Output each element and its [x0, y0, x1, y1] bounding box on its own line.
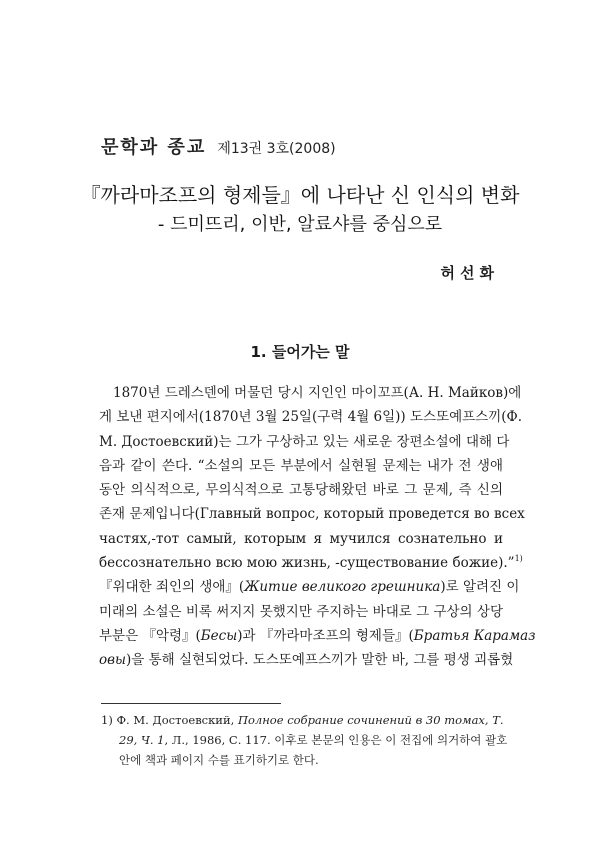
body-line-text: 『위대한 죄인의 생애』( [99, 579, 245, 596]
body-line: 게 보낸 편지에서(1870년 3월 25일(구력 4월 6일)) 도스또예프스끼(Ф. [99, 409, 523, 426]
footnote-marker: 1) [514, 554, 523, 564]
body-line-text: )로 알려진 이 [440, 579, 520, 596]
footnote-text: , Л., 1986, С. 117. 이후로 본문의 인용은 이 전집에 의거하여 괄호 [164, 733, 508, 747]
footnote-italic: Полное собрание сочинений в 30 томах, Т. [237, 713, 504, 727]
body-line-text: 부분은 『악령』( [99, 627, 201, 644]
body-text [99, 381, 536, 673]
footnote-line [101, 710, 504, 730]
body-line-text: )과 『까라마조프의 형제들』( [237, 627, 414, 644]
italic-title: овы [99, 652, 126, 669]
body-line: 존재 문제입니다(Главный вопрос, который проведется во всех [99, 506, 525, 523]
journal-header [101, 133, 336, 159]
footnote-italic: 29, Ч. 1 [119, 733, 165, 747]
body-line: 동안 의식적으로, 무의식적으로 고통당해왔던 바로 그 문제, 즉 신의 [99, 482, 503, 499]
body-line [99, 648, 514, 672]
footnote-divider [101, 703, 281, 704]
body-line [99, 551, 523, 575]
footnote-text: 1) Ф. М. Достоевский, [101, 713, 238, 727]
body-line-text: )을 통해 실현되었다. 도스또예프스끼가 말한 바, 그를 평생 괴롭혔 [125, 652, 514, 669]
body-line: частях,-тот самый, которым я мучился сознательно и [99, 530, 503, 547]
footnote [101, 710, 508, 770]
italic-title: Житие великого грешника [244, 579, 441, 596]
body-line: 음과 같이 쓴다. “소설의 모든 부분에서 실현될 문제는 내가 전 생애 [99, 457, 503, 474]
italic-title: Братья Карамаз [413, 627, 536, 644]
footnote-line [101, 730, 508, 750]
author-name: 허선화 [440, 264, 499, 282]
footnote-line: 안에 책과 페이지 수를 표기하기로 한다. [119, 753, 319, 767]
body-line-text: бессознательно всю мою жизнь, -существование божие).” [99, 555, 515, 572]
journal-name: 문학과 종교 [101, 137, 207, 158]
paper-title: 『까라마조프의 형제들』에 나타난 신 인식의 변화 [80, 183, 520, 207]
body-line: М. Достоевский)는 그가 구상하고 있는 새로운 장편소설에 대해 다 [99, 433, 510, 450]
italic-title: Бесы [200, 627, 238, 644]
body-line [99, 575, 520, 599]
body-line: 미래의 소설은 비록 써지지 못했지만 주지하는 바대로 그 구상의 상당 [99, 603, 503, 620]
body-line [99, 624, 536, 648]
journal-issue: 제13권 3호(2008) [217, 141, 336, 157]
body-line: 1870년 드레스덴에 머물던 당시 지인인 마이꼬프(А. Н. Майков)에 [113, 385, 522, 401]
paper-subtitle: - 드미뜨리, 이반, 알료샤를 중심으로 [157, 214, 443, 235]
section-heading: 1. 들어가는 말 [250, 343, 350, 361]
